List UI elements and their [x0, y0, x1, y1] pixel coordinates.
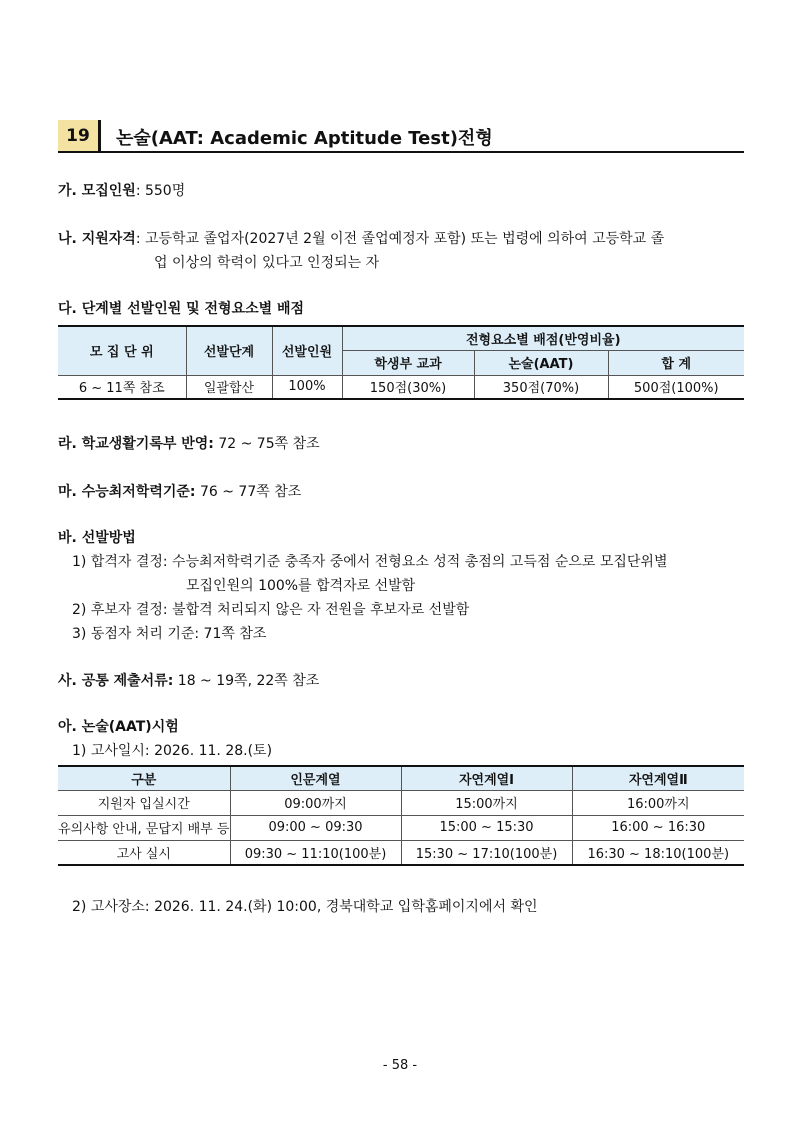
table-cell: 09:00까지 [230, 790, 401, 815]
section-rule [58, 151, 744, 153]
csat-min-line [58, 481, 301, 501]
row-label: 지원자 입실시간 [58, 790, 230, 815]
selection-item-2: 2) 후보자 결정: 불합격 처리되지 않은 자 전원을 후보자로 선발함 [72, 602, 470, 618]
header-total: 합 계 [608, 350, 744, 375]
header-school-record: 학생부 교과 [342, 350, 474, 375]
header-science-2: 자연계열Ⅱ [572, 766, 744, 790]
section-number: 19 [58, 120, 101, 152]
eligibility-label: 나. 지원자격 [58, 231, 136, 247]
header-humanities: 인문계열 [230, 766, 401, 790]
row-label: 고사 실시 [58, 840, 230, 865]
selection-item-1-cont: 모집인원의 100%를 합격자로 선발함 [186, 578, 416, 594]
table-cell: 09:30 ~ 11:10(100분) [230, 840, 401, 865]
section-title: 논술(AAT: Academic Aptitude Test)전형 [116, 128, 493, 149]
cell-essay: 350점(70%) [474, 375, 608, 399]
csat-min-value: 76 ~ 77쪽 참조 [199, 484, 302, 500]
table-cell: 15:00 ~ 15:30 [401, 815, 572, 840]
section-header [58, 120, 744, 154]
table-row [58, 375, 744, 399]
header-science-1: 자연계열Ⅰ [401, 766, 572, 790]
table-cell: 09:00 ~ 09:30 [230, 815, 401, 840]
table-row [58, 815, 744, 840]
header-category: 구분 [58, 766, 230, 790]
selection-item-1: 1) 합격자 결정: 수능최저학력기준 충족자 중에서 전형요소 성적 총점의 고득점 순으로 모집단위별 [72, 554, 668, 570]
table-cell: 16:30 ~ 18:10(100분) [572, 840, 744, 865]
table-cell: 15:30 ~ 17:10(100분) [401, 840, 572, 865]
header-essay: 논술(AAT) [474, 350, 608, 375]
table-row [58, 840, 744, 865]
row-label: 유의사항 안내, 문답지 배부 등 [58, 815, 230, 840]
school-record-line [58, 433, 320, 453]
school-record-label: 라. 학교생활기록부 반영: [58, 436, 214, 452]
documents-line [58, 670, 319, 690]
score-heading: 다. 단계별 선발인원 및 전형요소별 배점 [58, 301, 305, 317]
cell-stage: 일괄합산 [186, 375, 272, 399]
selection-method-heading: 바. 선발방법 [58, 530, 136, 546]
header-count: 선발인원 [272, 326, 342, 375]
table-row [58, 790, 744, 815]
header-element-group: 전형요소별 배점(반영비율) [342, 326, 744, 350]
recruit-count-label: 가. 모집인원 [58, 183, 136, 199]
selection-item-3: 3) 동점자 처리 기준: 71쪽 참조 [72, 626, 267, 642]
essay-exam-heading: 아. 논술(AAT)시험 [58, 719, 179, 735]
table-cell: 15:00까지 [401, 790, 572, 815]
recruit-count-value: : 550명 [135, 183, 186, 199]
documents-value: 18 ~ 19쪽, 22쪽 참조 [177, 673, 320, 689]
table-cell: 16:00까지 [572, 790, 744, 815]
documents-label: 사. 공통 제출서류: [58, 673, 174, 689]
cell-unit: 6 ~ 11쪽 참조 [58, 375, 186, 399]
recruit-count-line [58, 180, 185, 200]
page-number: - 58 - [382, 1058, 418, 1073]
header-stage: 선발단계 [186, 326, 272, 375]
exam-schedule-table [58, 765, 744, 866]
cell-count: 100% [272, 375, 342, 399]
csat-min-label: 마. 수능최저학력기준: [58, 484, 196, 500]
school-record-value: 72 ~ 75쪽 참조 [218, 436, 320, 452]
exam-venue: 2) 고사장소: 2026. 11. 24.(화) 10:00, 경북대학교 입학홈페이지에서 확인 [72, 899, 538, 915]
table-cell: 16:00 ~ 16:30 [572, 815, 744, 840]
score-table [58, 325, 744, 400]
exam-date: 1) 고사일시: 2026. 11. 28.(토) [72, 743, 273, 759]
cell-total: 500점(100%) [608, 375, 744, 399]
eligibility-line [58, 228, 664, 248]
header-unit: 모 집 단 위 [58, 326, 186, 375]
cell-school-record: 150점(30%) [342, 375, 474, 399]
eligibility-text-1: : 고등학교 졸업자(2027년 2월 이전 졸업예정자 포함) 또는 법령에 의하여 고등학교 졸 [135, 231, 665, 247]
eligibility-text-2: 업 이상의 학력이 있다고 인정되는 자 [154, 255, 380, 271]
